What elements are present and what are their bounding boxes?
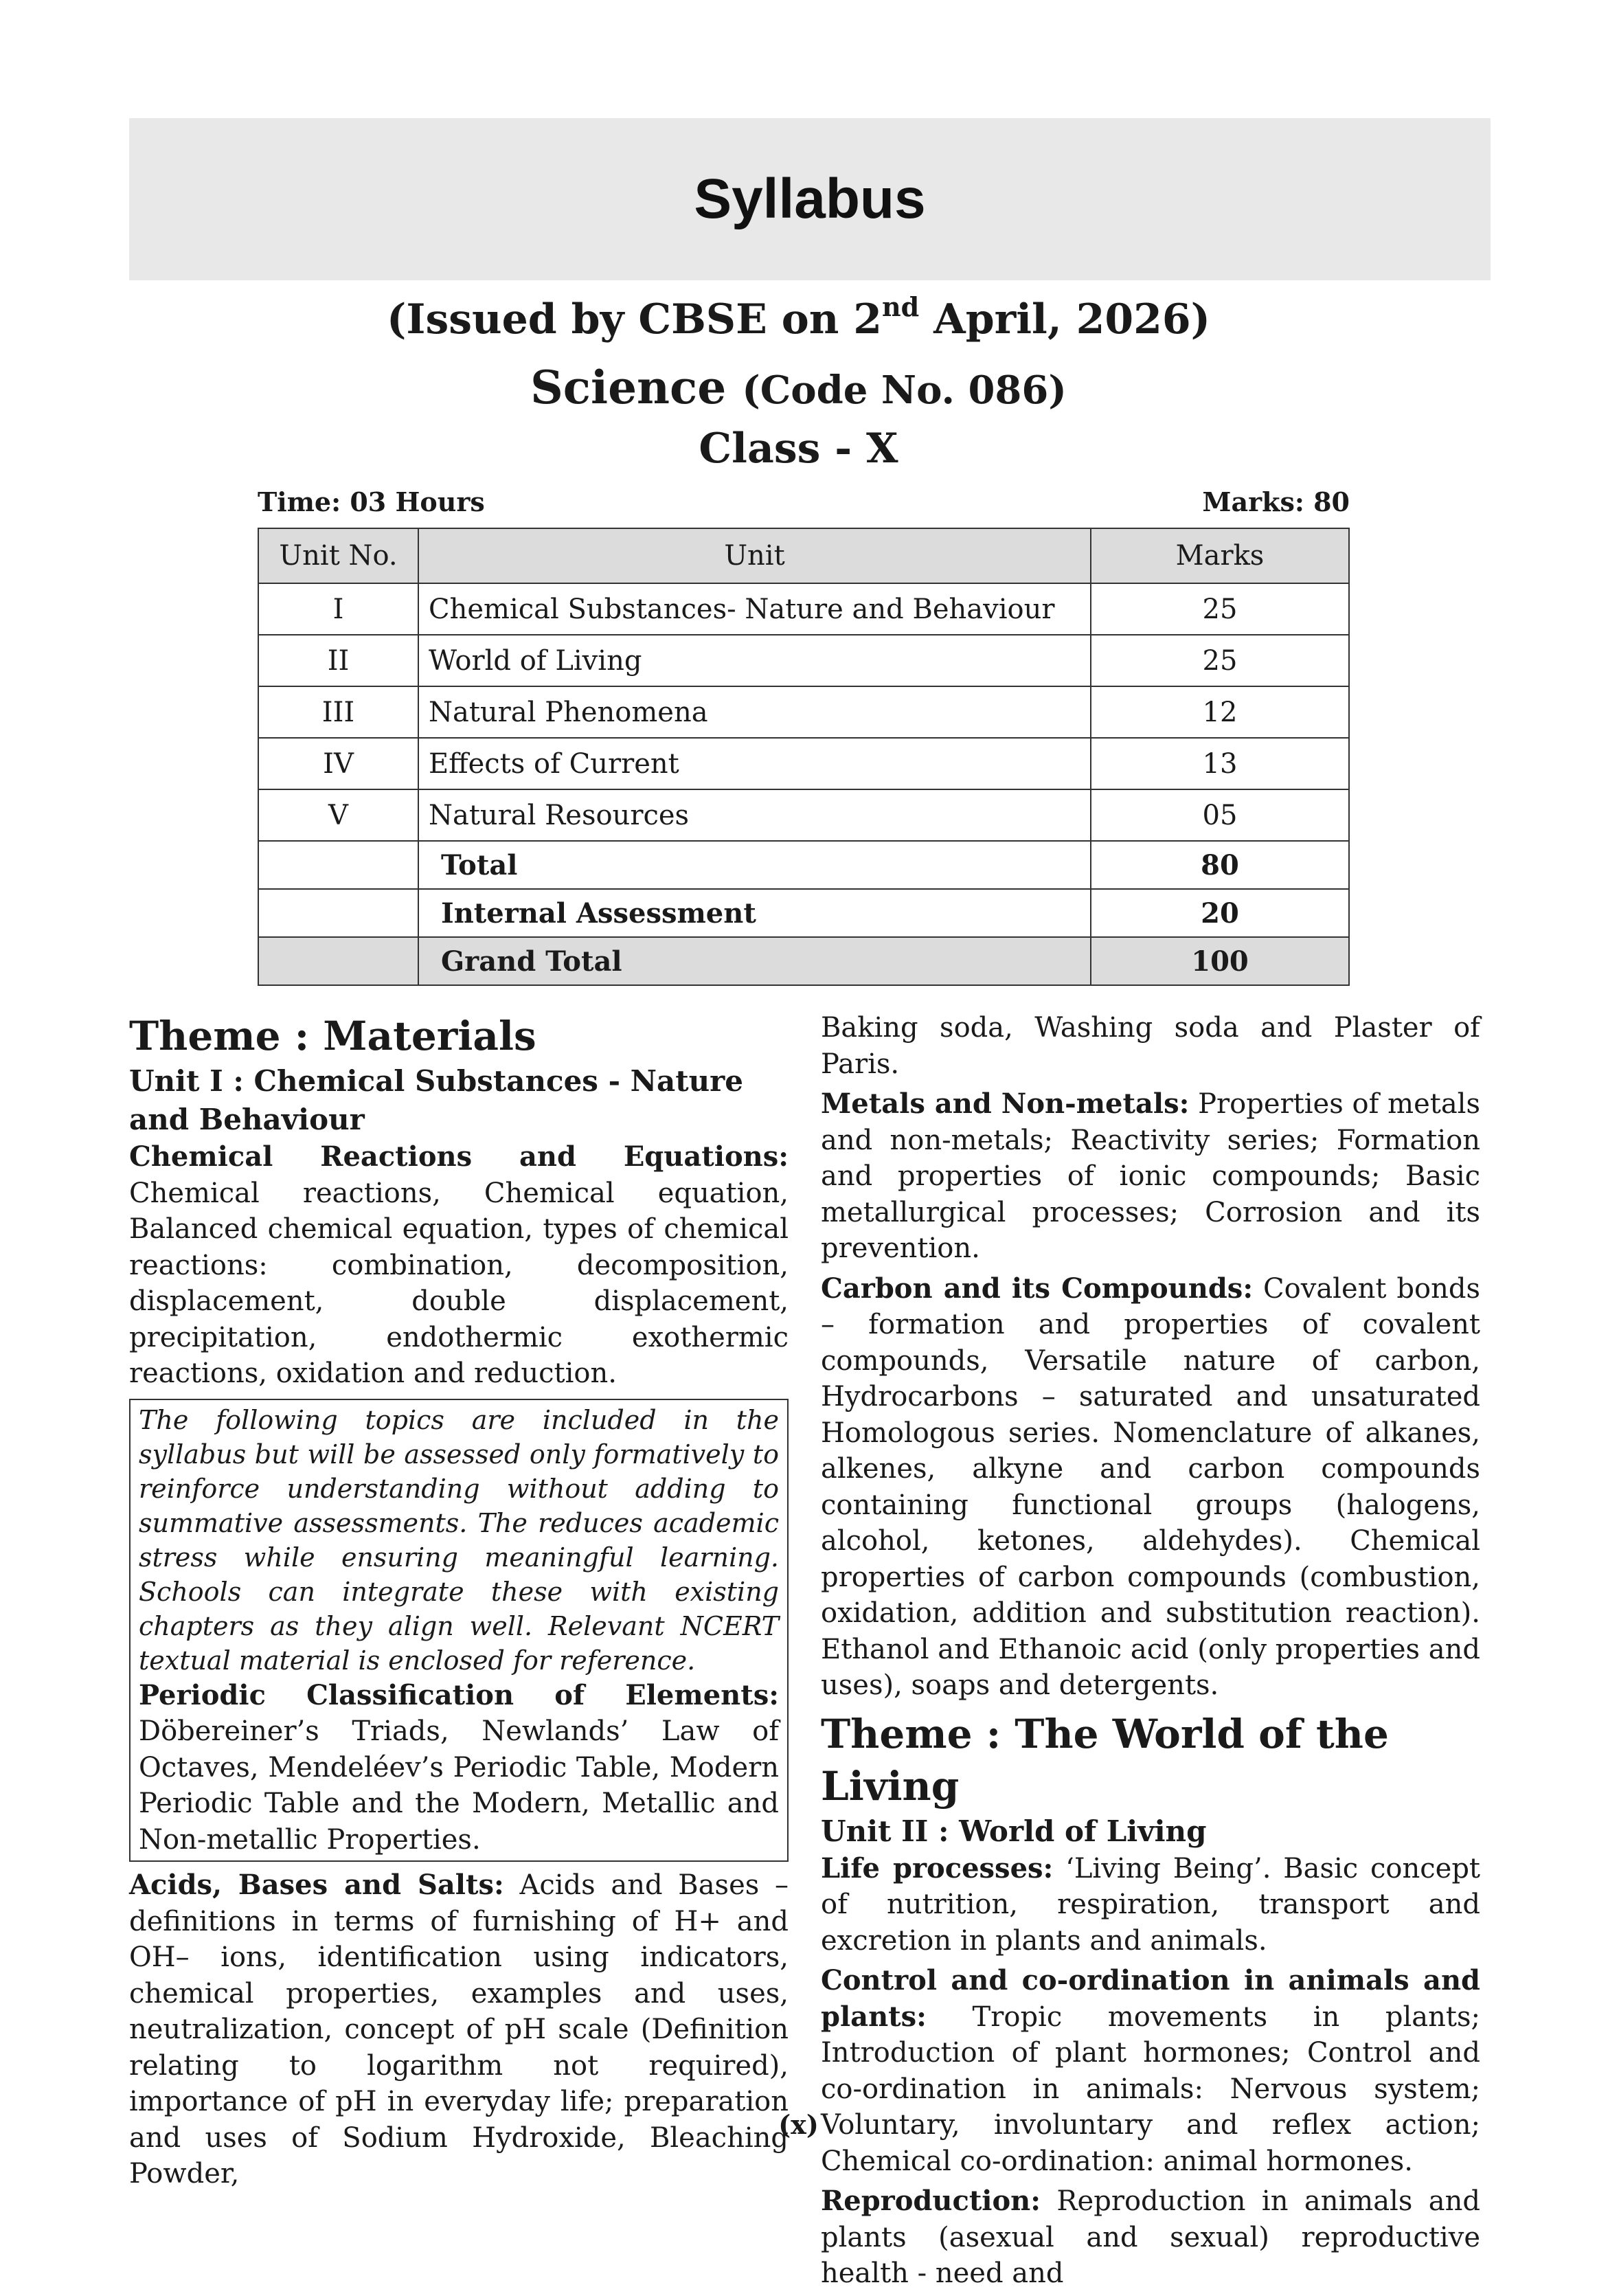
table-row: IV Effects of Current 13 <box>258 738 1349 789</box>
acids-bases-paragraph: Acids, Bases and Salts: Acids and Bases – definitions in terms of furnishing of H+ and OH– ions, identification using indicators, chemical properties, examples and uses, neutralization, concept of pH scale (Definition relating to logarithm not required), importance of pH in everyday life; preparation and uses of Sodium Hydroxide, Bleaching Powder, <box>129 1869 789 2190</box>
page-title: Syllabus <box>694 168 926 230</box>
syllabus-banner <box>129 118 1491 280</box>
theme-materials-heading: Theme : Materials <box>129 1013 536 1059</box>
unit-one-heading: Unit I : Chemical Substances - Nature and Behaviour <box>129 1064 744 1136</box>
formative-assessment-box <box>129 1399 789 1862</box>
right-column <box>821 1010 1480 2296</box>
table-row: II World of Living 25 <box>258 635 1349 686</box>
chemical-reactions-paragraph: Chemical Reactions and Equations: Chemical reactions, Chemical equation, Balanced chemical equation, types of chemical reactions: combination, decomposition, displacement, double displacement, precipitation, endothermic exothermic reactions, oxidation and reduction. <box>129 1140 789 1389</box>
header-marks: Marks <box>1091 528 1349 583</box>
carbon-compounds-paragraph: Carbon and its Compounds: Covalent bonds – formation and properties of covalent compounds, Versatile nature of carbon, Hydrocarbons – saturated and unsaturated Homologous series. Nomenclature of alkanes, alkenes, alkyne and carbon compounds containing functional groups (halogens, alcohol, ketones, aldehydes). Chemical properties of carbon compounds (combustion, oxidation, addition and substitution reaction). Ethanol and Ethanoic acid (only properties and uses), soaps and detergents. <box>821 1272 1480 1701</box>
internal-assessment-row: Internal Assessment 20 <box>258 889 1349 937</box>
periodic-classification-paragraph: Periodic Classification of Elements: Döbereiner’s Triads, Newlands’ Law of Octaves, Mendeléev’s Periodic Table, Modern Periodic Table and the Modern, Metallic and Non-metallic Properties. <box>139 1678 779 1856</box>
reproduction-paragraph: Reproduction: Reproduction in animals and plants (asexual and sexual) reproductive health - need and <box>821 2185 1480 2289</box>
time-label: Time: 03 Hours <box>258 486 485 517</box>
formative-note: The following topics are included in the syllabus but will be assessed only formatively to reinforce understanding without adding to summative assessments. The reduces academic stress while ensuring meaningful learning. Schools can integrate these with existing chapters as they align well. Relevant NCERT textual material is enclosed for reference. <box>139 1404 779 1676</box>
marks-label: Marks: 80 <box>1202 486 1350 517</box>
issued-line: (Issued by CBSE on 2nd April, 2026) <box>386 291 1210 344</box>
header-unit-no: Unit No. <box>258 528 418 583</box>
grand-total-row: Grand Total 100 <box>258 937 1349 985</box>
table-row: I Chemical Substances- Nature and Behaviour 25 <box>258 583 1349 635</box>
marks-table <box>258 528 1350 986</box>
left-column <box>129 1010 789 2196</box>
continuation-paragraph: Baking soda, Washing soda and Plaster of Paris. <box>821 1012 1480 1080</box>
life-processes-paragraph: Life processes: ‘Living Being’. Basic concept of nutrition, respiration, transport and excretion in plants and animals. <box>821 1852 1481 1957</box>
subject-line: Science (Code No. 086) <box>530 361 1067 414</box>
header-unit: Unit <box>418 528 1091 583</box>
page-number: (x) <box>778 2109 819 2140</box>
theme-living-heading: Theme : The World of the Living <box>821 1710 1389 1810</box>
control-coordination-paragraph: Control and co-ordination in animals and plants: Tropic movements in plants; Introduction of plant hormones; Control and co-ordination in animals: Nervous system; Voluntary, involuntary and reflex action; Chemical co-ordination: animal hormones. <box>821 1964 1480 2177</box>
table-row: III Natural Phenomena 12 <box>258 686 1349 738</box>
metals-nonmetals-paragraph: Metals and Non-metals: Properties of metals and non-metals; Reactivity series; Formation and properties of ionic compounds; Basic metallurgical processes; Corrosion and its prevention. <box>821 1088 1480 1264</box>
class-line: Class - X <box>699 425 898 473</box>
table-row: V Natural Resources 05 <box>258 789 1349 841</box>
table-header-row <box>258 528 1349 583</box>
unit-two-heading: Unit II : World of Living <box>821 1814 1207 1848</box>
total-row: Total 80 <box>258 841 1349 889</box>
